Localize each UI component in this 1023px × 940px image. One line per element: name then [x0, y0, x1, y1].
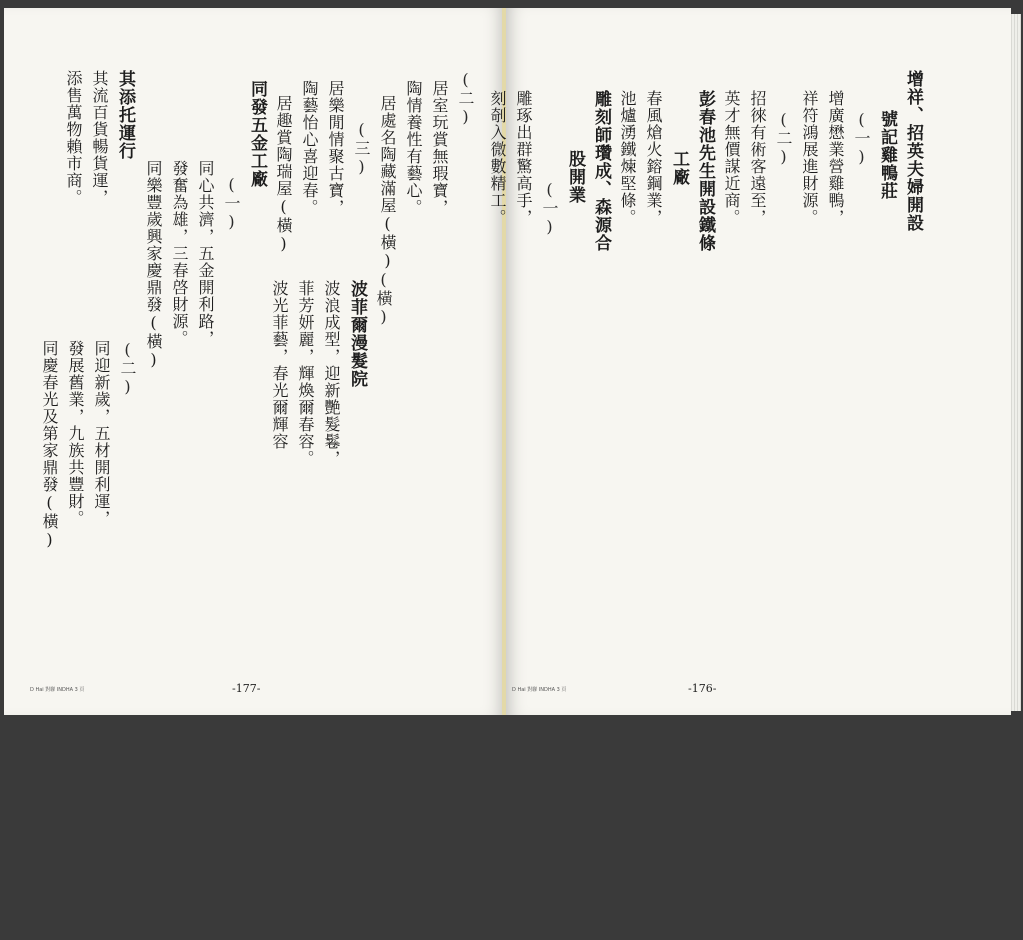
page-edges: [1011, 14, 1021, 711]
couplet-marker: (三): [352, 120, 371, 177]
couplet-line: 波浪成型，迎新艷髮鬈，: [322, 280, 341, 467]
shop-heading: 股開業: [565, 150, 585, 204]
couplet-line: 居處名陶藏滿屋(橫): [378, 95, 397, 271]
page-number-right: -176-: [688, 682, 717, 695]
couplet-marker: (二): [456, 70, 475, 127]
couplet-line: 刻剞入微數精工。: [488, 90, 507, 226]
couplet-marker: (一): [540, 180, 559, 237]
couplet-line: 發奮為雄，三春啓財源。: [170, 160, 189, 347]
right-page-text: [488, 70, 938, 670]
couplet-line: 陶藝怡心喜迎春。: [300, 80, 319, 216]
couplet-marker: (一): [222, 175, 241, 232]
shop-heading: 工廠: [669, 150, 689, 186]
couplet-line: 同迎新歲，五材開利運，: [92, 340, 111, 527]
couplet-line: 菲芳妍麗，輝煥爾春容。: [296, 280, 315, 467]
couplet-line: 春風熗火鎔鋼業，: [644, 90, 663, 226]
shop-heading: 彭春池先生開設鐵條: [695, 90, 715, 252]
couplet-line: 發展舊業，九族共豐財。: [66, 340, 85, 527]
couplet-line: 同心共濟，五金開利路，: [196, 160, 215, 347]
couplet-line: 添售萬物賴市商。: [64, 70, 83, 206]
couplet-line: 陶情養性有藝心。: [404, 80, 423, 216]
couplet-line: 居趣賞陶瑞屋(橫): [274, 95, 293, 254]
shop-heading: 波菲爾漫髮院: [347, 280, 367, 388]
couplet-line: 招徠有術客遠至，: [748, 90, 767, 226]
couplet-line: 增廣懋業營雞鴨，: [826, 90, 845, 226]
shop-heading: 增祥、招英夫婦開設: [903, 70, 923, 232]
horizontal-scroll-mark: (橫): [374, 270, 393, 327]
couplet-line: 池爐湧鐵煉堅條。: [618, 90, 637, 226]
couplet-marker: (二): [774, 110, 793, 167]
couplet-line: 祥符鴻展進財源。: [800, 90, 819, 226]
couplet-line: 居樂閒情聚古寶，: [326, 80, 345, 216]
printer-footer-left: D Hai 對聯 INDHA 3 頁: [30, 687, 85, 693]
shop-heading: 雕刻師瓚成、森源合: [591, 90, 611, 252]
shop-heading: 同發五金工廠: [247, 80, 267, 188]
couplet-line: 英才無價謀近商。: [722, 90, 741, 226]
shop-heading: 號記雞鴨莊: [877, 110, 897, 200]
couplet-line: 同樂豐歲興家慶鼎發(橫): [144, 160, 163, 370]
couplet-line: 其流百貨暢貨運，: [90, 70, 109, 206]
couplet-line: 同慶春光及第家鼎發(橫): [40, 340, 59, 550]
couplet-marker: (二): [118, 340, 137, 397]
couplet-line: 雕琢出群驚高手，: [514, 90, 533, 226]
printer-footer-right: D Hai 對聯 INDHA 3 頁: [512, 687, 567, 693]
couplet-line: 居室玩賞無瑕寶，: [430, 80, 449, 216]
page-number-left: -177-: [232, 682, 261, 695]
couplet-marker: (一): [852, 110, 871, 167]
shop-heading: 其添托運行: [115, 70, 135, 160]
couplet-line: 波光菲藝，春光爾輝容: [270, 280, 289, 450]
